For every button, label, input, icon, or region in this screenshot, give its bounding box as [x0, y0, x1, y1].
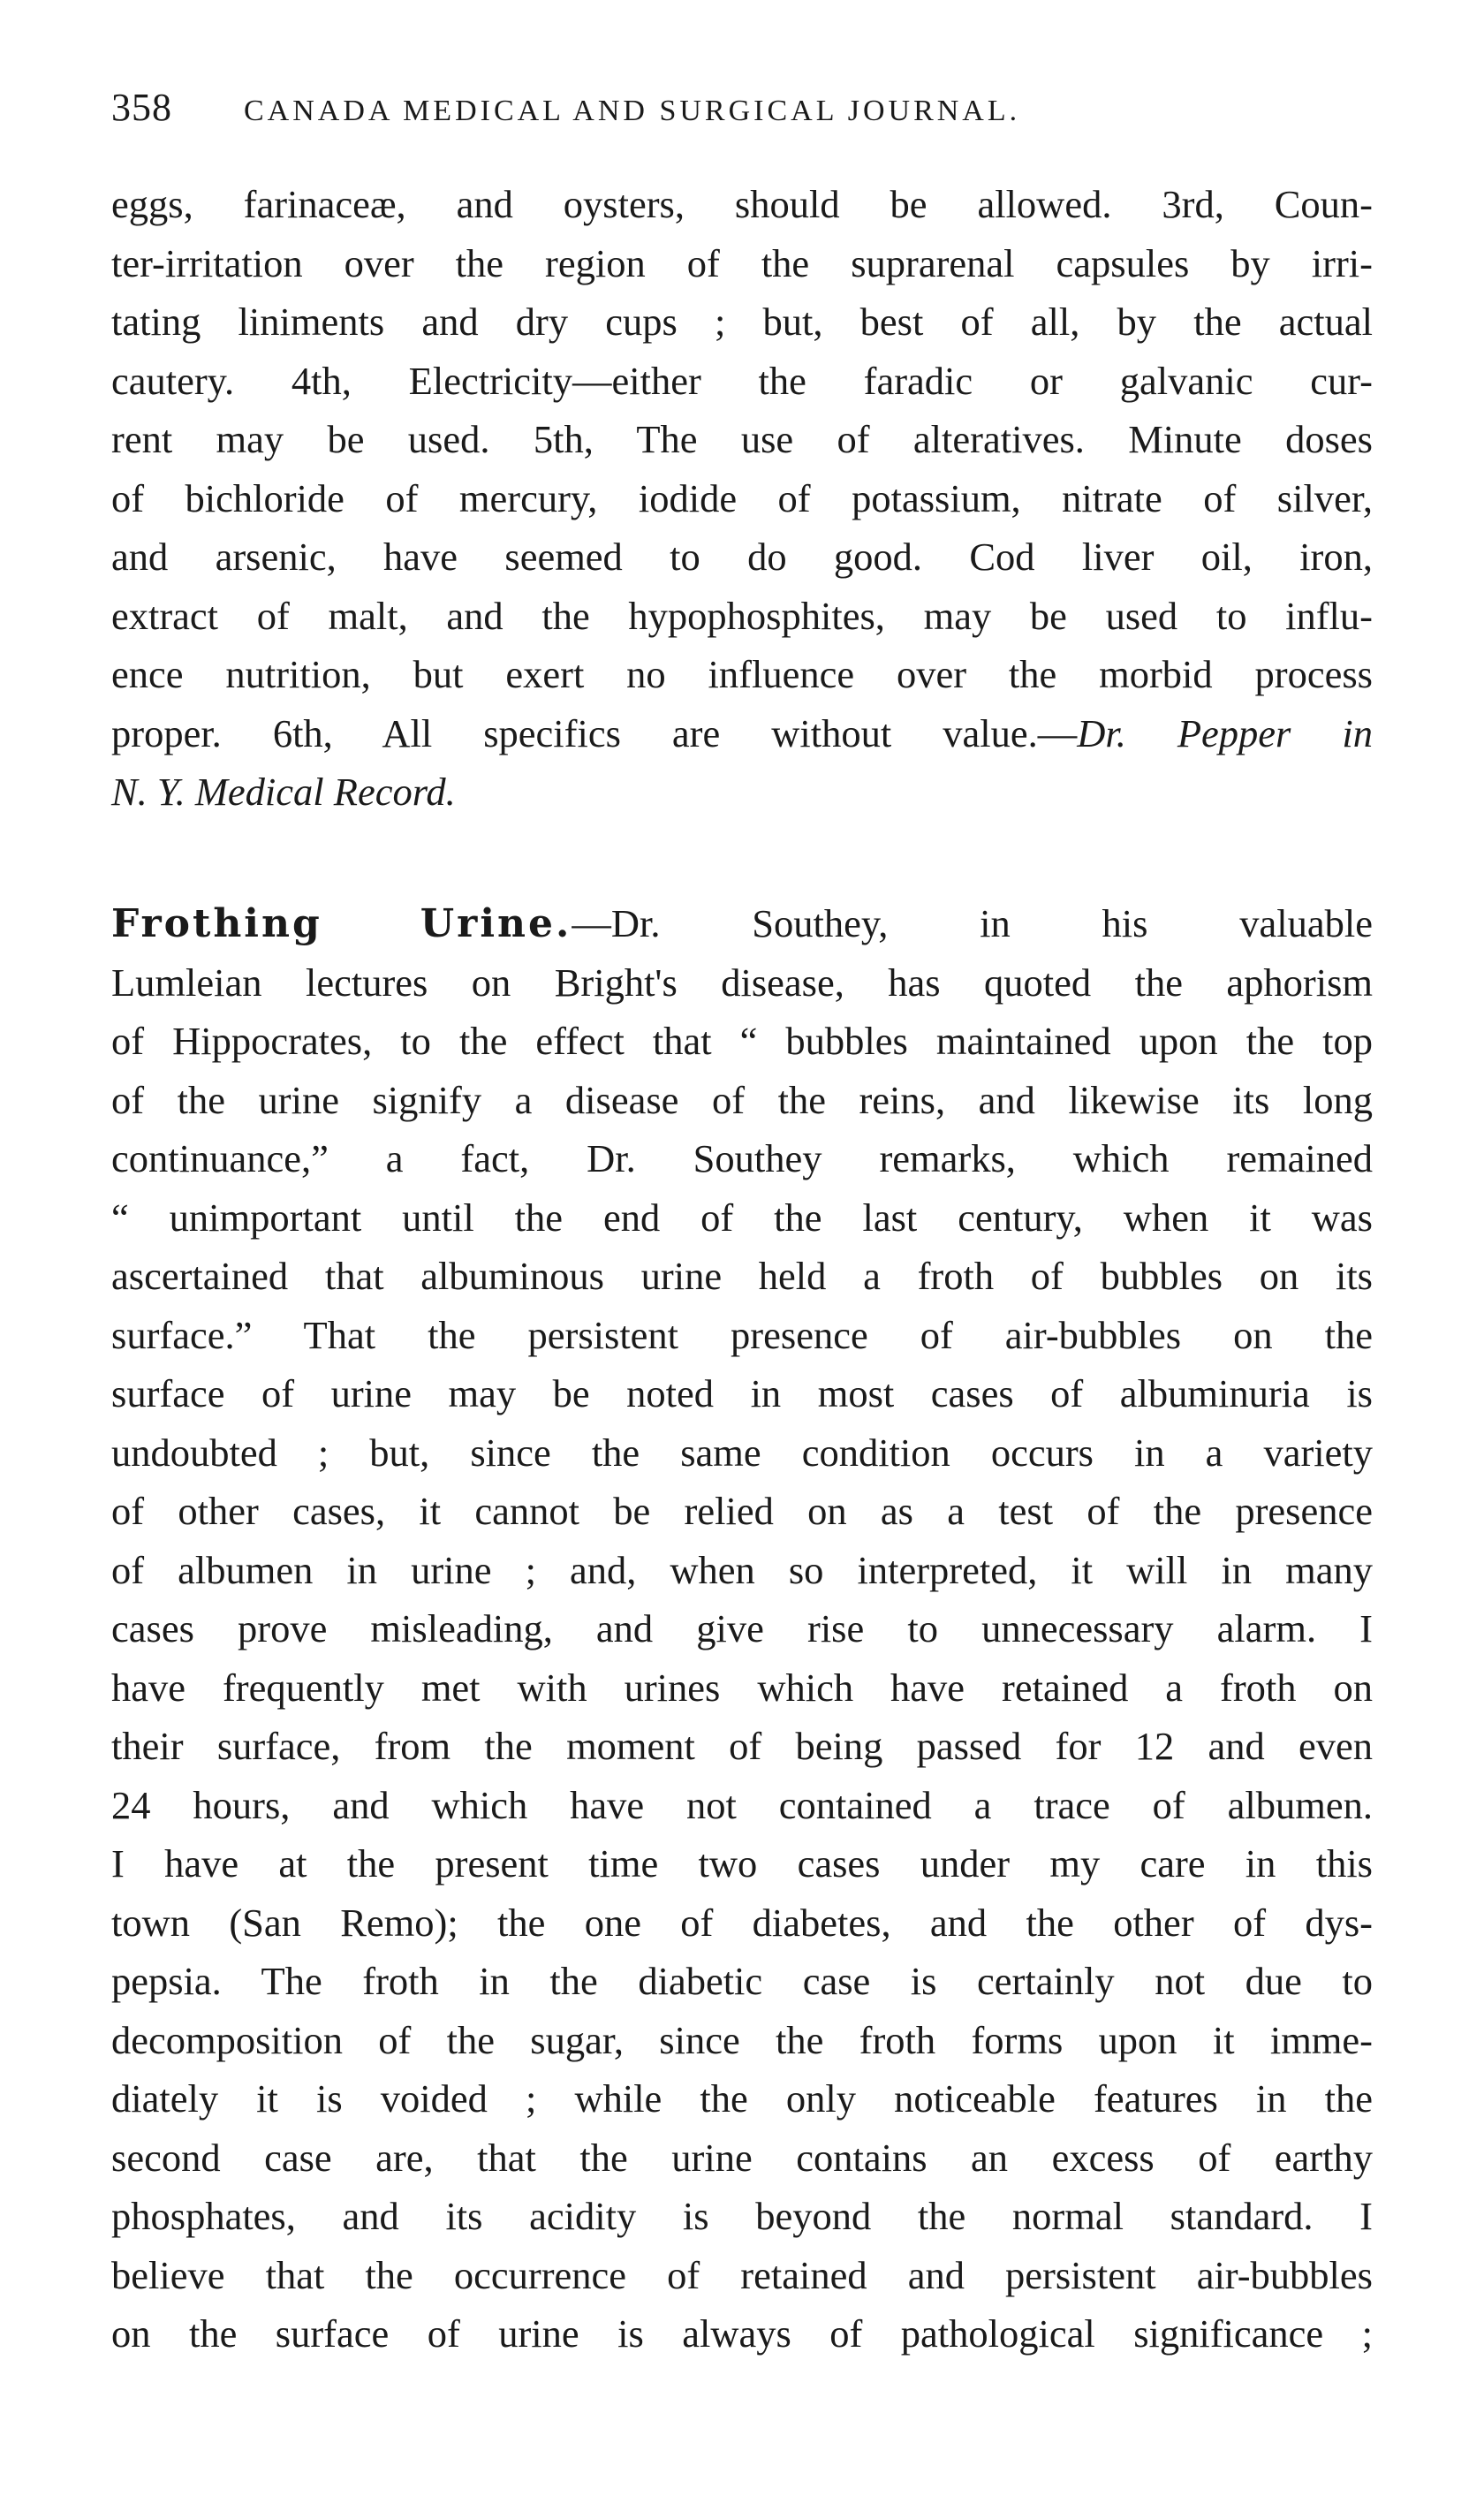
- text-line: their surface, from the moment of being passed for 12 and even: [111, 1724, 1373, 1768]
- text-line: continuance,” a fact, Dr. Southey remarks, which remained: [111, 1136, 1373, 1180]
- text-line: undoubted ; but, since the same condition occurs in a variety: [111, 1430, 1373, 1475]
- text-line: have frequently met with urines which have retained a froth on: [111, 1665, 1373, 1710]
- text-line: pepsia. The froth in the diabetic case is certainly not due to: [111, 1959, 1373, 2003]
- article-first-line: [111, 894, 1373, 953]
- text-line: eggs, farinaceæ, and oysters, should be allowed. 3rd, Coun-: [111, 182, 1373, 226]
- text-line: ascertained that albuminous urine held a froth of bubbles on its: [111, 1254, 1373, 1298]
- text-line: tating liniments and dry cups ; but, best of all, by the actual: [111, 300, 1373, 344]
- text-line: cases prove misleading, and give rise to unnecessary alarm. I: [111, 1606, 1373, 1650]
- text-line: cautery. 4th, Electricity—either the faradic or galvanic cur-: [111, 358, 1373, 403]
- text-line: town (San Remo); the one of diabetes, and the other of dys-: [111, 1900, 1373, 1945]
- text-line: ter-irritation over the region of the suprarenal capsules by irri-: [111, 240, 1373, 285]
- text-line: of the urine signify a disease of the reins, and likewise its long: [111, 1077, 1373, 1122]
- text-line: decomposition of the sugar, since the froth forms upon it imme-: [111, 2017, 1373, 2062]
- text-segment: —Dr. Southey, in his valuable: [572, 901, 1374, 945]
- page-number: 358: [111, 86, 172, 129]
- text-line: of other cases, it cannot be relied on as a test of the presence: [111, 1489, 1373, 1533]
- text-line: “ unimportant until the end of the last century, when it was: [111, 1195, 1373, 1240]
- text-line: diately it is voided ; while the only noticeable features in the: [111, 2076, 1373, 2121]
- text-line: surface.” That the persistent presence of air-bubbles on the: [111, 1312, 1373, 1357]
- citation-author: Dr. Pepper in: [1077, 710, 1373, 755]
- text-line: Lumleian lectures on Bright's disease, has quoted the aphorism: [111, 960, 1373, 1005]
- text-line: of bichloride of mercury, iodide of potassium, nitrate of silver,: [111, 475, 1373, 520]
- citation-source: N. Y. Medical Record.: [111, 770, 456, 814]
- text-line-with-citation: [111, 704, 1373, 763]
- text-segment: proper. 6th, All specifics are without value.—: [111, 710, 1078, 755]
- text-line: second case are, that the urine contains an excess of earthy: [111, 2135, 1373, 2180]
- text-line: of albumen in urine ; and, when so interpreted, it will in many: [111, 1547, 1373, 1592]
- text-line: rent may be used. 5th, The use of alteratives. Minute doses: [111, 417, 1373, 461]
- text-line: surface of urine may be noted in most cases of albuminuria is: [111, 1371, 1373, 1415]
- text-line: extract of malt, and the hypophosphites, may be used to influ-: [111, 593, 1373, 638]
- journal-title: CANADA MEDICAL AND SURGICAL JOURNAL.: [244, 95, 1021, 127]
- running-head: [111, 85, 1366, 138]
- text-line: ence nutrition, but exert no influence over the morbid process: [111, 652, 1373, 696]
- article-heading: Frothing Urine.: [111, 901, 572, 946]
- paragraph-continued: [111, 175, 1373, 822]
- text-line: of Hippocrates, to the effect that “ bubbles maintained upon the top: [111, 1019, 1373, 1063]
- article-frothing-urine: [111, 894, 1373, 2364]
- text-line: phosphates, and its acidity is beyond the normal standard. I: [111, 2194, 1373, 2238]
- text-line: I have at the present time two cases under my care in this: [111, 1841, 1373, 1886]
- text-line: on the surface of urine is always of pathological significance ;: [111, 2311, 1373, 2356]
- text-line: believe that the occurrence of retained and persistent air-bubbles: [111, 2252, 1373, 2297]
- text-line: and arsenic, have seemed to do good. Cod liver oil, iron,: [111, 535, 1373, 579]
- text-line: 24 hours, and which have not contained a trace of albumen.: [111, 1782, 1373, 1827]
